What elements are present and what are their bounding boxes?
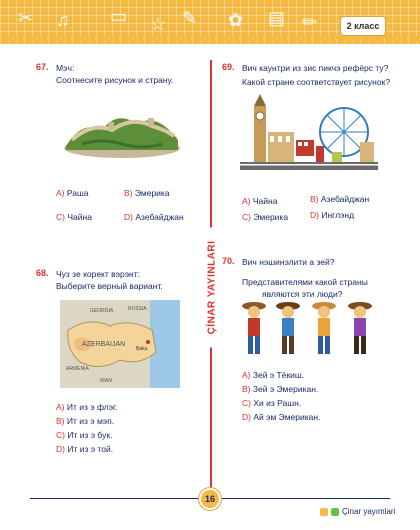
music-note-icon: ♫: [56, 10, 70, 30]
q70-option-d[interactable]: D) Ай эм Эмерикан.: [242, 412, 321, 422]
q68-option-b[interactable]: B) Ит из э мэп.: [56, 416, 115, 426]
q69-option-b[interactable]: B) Азебайджан: [310, 194, 370, 204]
q70-option-a[interactable]: A) Зей э Тёкиш.: [242, 370, 305, 380]
q67-option-b[interactable]: B) Эмерика: [124, 188, 170, 198]
question-69-text: Вич каунтри из зис пикчэ рефёрс ту? Какой стране соответствует рисунок?: [242, 63, 391, 87]
london-skyline-illustration: [240, 92, 378, 178]
brand-vertical-logo: ÇİNAR YAYINLARI: [196, 232, 226, 352]
map-label-russia: RUSSIA: [128, 306, 147, 312]
question-69-number: 69.: [222, 62, 235, 72]
question-67-text: Мэч: Соотнесите рисунок и страну.: [56, 63, 174, 85]
cowboys-illustration: [238, 298, 378, 358]
page-number: 16: [199, 488, 221, 510]
great-wall-illustration: [62, 100, 182, 160]
q69-option-a[interactable]: A) Чайна: [242, 196, 278, 206]
footer-brand: Çinar yayımlari: [320, 507, 395, 516]
q67-option-a[interactable]: A) Раша: [56, 188, 89, 198]
q67-option-c[interactable]: C) Чайна: [56, 212, 92, 222]
ruler-icon: ✎: [182, 8, 198, 28]
question-70-number: 70.: [222, 256, 235, 266]
q69-option-d[interactable]: D) Инглэнд: [310, 210, 355, 220]
azerbaijan-map: [60, 300, 180, 388]
instagram-icon: [331, 508, 339, 516]
q68-option-d[interactable]: D) Ит из э той.: [56, 444, 114, 454]
q68-option-a[interactable]: A) Ит из э флэг.: [56, 402, 118, 412]
q68-option-c[interactable]: C) Ит из э бук.: [56, 430, 113, 440]
question-70-text: Вич нэшинэлити а зей? Представителями какой страны являются эти люди?: [242, 257, 368, 299]
q67-option-d[interactable]: D) Азебайджан: [124, 212, 184, 222]
map-label-azerbaijan: AZERBAIJAN: [82, 341, 126, 348]
map-label-armenia: ARMENIA: [66, 366, 89, 372]
notebook-icon: ▤: [268, 8, 286, 28]
map-label-baku: Baku: [136, 346, 148, 352]
question-68-text: Чуз зе корект вэрэнт: Выберите верный вариант.: [56, 269, 163, 291]
question-68-number: 68.: [36, 268, 49, 278]
question-67-number: 67.: [36, 62, 49, 72]
facebook-icon: [320, 508, 328, 516]
map-label-georgia: GEORGIA: [90, 308, 114, 314]
book-icon: ▭: [110, 6, 128, 26]
grade-badge: 2 класс: [340, 16, 386, 36]
q69-option-c[interactable]: C) Эмерика: [242, 212, 289, 222]
map-label-iran: IRAN: [100, 378, 112, 384]
paint-icon: ✿: [228, 10, 244, 30]
page-header: [0, 0, 420, 44]
scissors-icon: ✂: [18, 8, 34, 28]
star-icon: ☆: [150, 14, 167, 34]
q70-option-c[interactable]: C) Хи из Рашн.: [242, 398, 302, 408]
q70-option-b[interactable]: B) Зей э Эмерикан.: [242, 384, 319, 394]
pencil-icon: ✏: [302, 12, 318, 32]
